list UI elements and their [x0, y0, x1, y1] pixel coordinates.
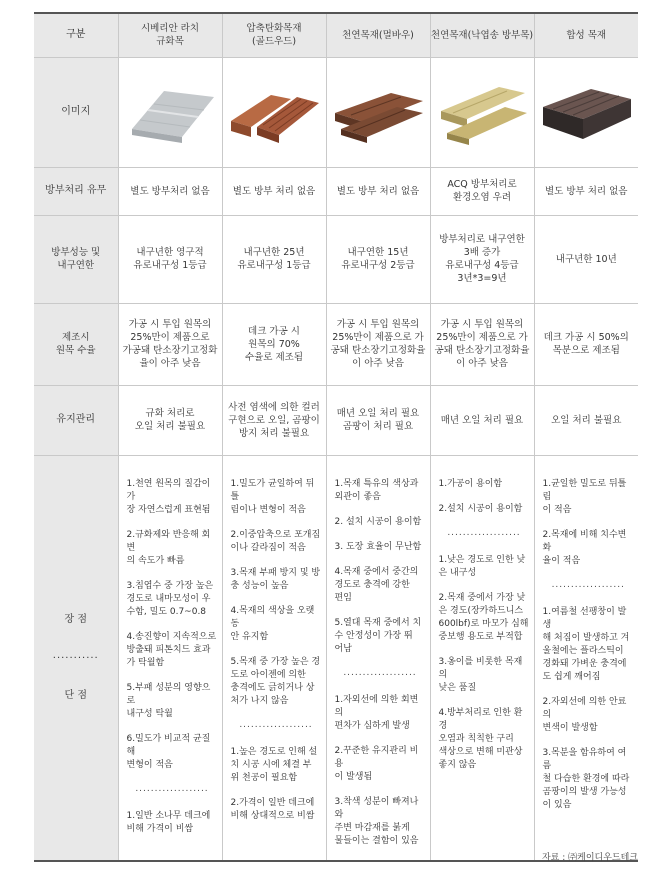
pros-cons-cell-5	[534, 455, 638, 861]
cons-item: 2.자외선에 의한 안료의 변색이 발생함	[542, 696, 627, 733]
treatment-cell-3: 별도 방부 처리 없음	[326, 167, 430, 215]
header-col-4: 천연목재(낙엽송 방부목)	[430, 13, 534, 57]
cons-item: 1.일반 소나무 데크에 비해 가격이 비쌈	[126, 810, 211, 834]
manufacturing-row	[34, 303, 638, 385]
pros-cons-separator: ...................	[551, 579, 625, 590]
treatment-cell-2: 별도 방부 처리 없음	[222, 167, 326, 215]
pros-item: 1.밀도가 균일하여 뒤틀 림이나 변형이 적음	[230, 478, 315, 515]
siberian-larch-board-image	[124, 77, 216, 147]
treatment-cell-5: 별도 방부 처리 없음	[534, 167, 638, 215]
durability-cell-4: 방부처리로 내구연한 3배 증가 유로내구성 4등급 3년*3=9년	[430, 215, 534, 303]
pros-cons-divider: ...........	[52, 649, 99, 661]
cons-item: 1.높은 경도로 인해 설 치 시공 시에 체결 부 위 천공이 필요함	[230, 746, 318, 783]
comparison-table	[34, 12, 638, 862]
manufacturing-cell-4: 가공 시 투입 원목의 25%만이 제품으로 가 공돼 탄소장기고정화율 이 아주 낮음	[430, 303, 534, 385]
row-label-image: 이미지	[34, 57, 118, 167]
cons-item: 2.가격이 일반 데크에 비해 상대적으로 비쌈	[230, 797, 315, 821]
cons-item: 2.꾸준한 유지관리 비용 이 발생됨	[334, 745, 419, 782]
manufacturing-cell-5: 데크 가공 시 50%의 목분으로 제조됨	[534, 303, 638, 385]
pros-item: 4.목재의 색상을 오랫동 안 유지함	[230, 605, 315, 642]
durability-cell-5: 내구년한 10년	[534, 215, 638, 303]
pros-item: 3.목재 부패 방지 및 방 충 성능이 높음	[230, 567, 321, 591]
pros-cons-separator: ...................	[135, 783, 209, 794]
header-col-2: 압축탄화목재 (골드우드)	[222, 13, 326, 57]
pros-cons-cell-1	[118, 455, 222, 861]
pros-item: 3.침엽수 중 가장 높은 경도로 내마모성이 우 수함, 밀도 0.7~0.8	[126, 580, 214, 617]
pros-cons-row	[34, 455, 638, 861]
header-col-5: 합성 목재	[534, 13, 638, 57]
cons-item: 3.옹이를 비롯한 목재의 낮은 품질	[438, 656, 523, 693]
row-label-maintenance: 유지관리	[34, 385, 118, 455]
header-col-3: 천연목재(멀바우)	[326, 13, 430, 57]
pros-item: 1.가공이 용이함	[438, 478, 503, 489]
image-cell-5	[534, 57, 638, 167]
pros-item: 2.설치 시공이 용이함	[438, 503, 523, 514]
pros-item: 5.부패 성분의 영향으로 내구성 탁월	[126, 682, 211, 719]
manufacturing-cell-2: 데크 가공 시 원목의 70% 수율로 제조됨	[222, 303, 326, 385]
cons-item: 3.착색 성분이 빠져나와 주변 마감재를 붉게 물들이는 결함이 있음	[334, 796, 419, 846]
durability-cell-2: 내구년한 25년 유로내구성 1등급	[222, 215, 326, 303]
pros-item: 6.밀도가 비교적 균질해 변형이 적음	[126, 733, 211, 770]
cons-item: 1.낮은 경도로 인한 낮 은 내구성	[438, 554, 526, 578]
durability-cell-1: 내구년한 영구적 유로내구성 1등급	[118, 215, 222, 303]
pros-item: 2.목재에 비해 치수변화 율이 적음	[542, 529, 627, 566]
pros-item: 3. 도장 효율이 무난함	[334, 541, 422, 552]
pros-item: 1.목재 특유의 색상과 외관이 좋음	[334, 478, 419, 502]
pros-item: 4.송진향이 지속적으로 방출돼 피톤치드 효과 가 탁월함	[126, 631, 217, 668]
durability-row	[34, 215, 638, 303]
image-cell-3	[326, 57, 430, 167]
image-row	[34, 57, 638, 167]
maintenance-cell-2: 사전 염색에 의한 컬러 구현으로 오일, 곰팡이 방지 처리 불필요	[222, 385, 326, 455]
row-label-pros-cons	[34, 455, 118, 861]
larch-preserved-board-image	[435, 77, 529, 147]
pros-cons-cell-4	[430, 455, 534, 861]
maintenance-cell-1: 규화 처리로 오일 처리 불필요	[118, 385, 222, 455]
pros-item: 5.열대 목재 중에서 치 수 안정성이 가장 뛰 어남	[334, 617, 422, 654]
pros-item: 2.이중압축으로 포개짐 이나 갈라짐이 적음	[230, 529, 321, 553]
pros-cons-separator: ...................	[343, 667, 417, 678]
treatment-cell-4: ACQ 방부처리로 환경오염 우려	[430, 167, 534, 215]
header-row	[34, 13, 638, 57]
pros-item: 2. 설치 시공이 용이함	[334, 516, 422, 527]
manufacturing-cell-1: 가공 시 투입 원목의 25%만이 제품으로 가공돼 탄소장기고정화 율이 아주 낮음	[118, 303, 222, 385]
cons-label: 단 점	[64, 689, 87, 701]
merbau-board-image	[331, 77, 425, 147]
image-cell-1	[118, 57, 222, 167]
cons-item: 1.자외선에 의한 회변의 편차가 심하게 발생	[334, 694, 419, 731]
maintenance-cell-5: 오일 처리 불필요	[534, 385, 638, 455]
durability-cell-3: 내구연한 15년 유로내구성 2등급	[326, 215, 430, 303]
row-label-durability: 방부성능 및 내구연한	[34, 215, 118, 303]
pros-label: 장 점	[64, 613, 87, 625]
manufacturing-cell-3: 가공 시 투입 원목의 25%만이 제품으로 가 공돼 탄소장기고정화율 이 아주 낮음	[326, 303, 430, 385]
pros-item: 2.규화제와 반응해 회변 의 속도가 빠름	[126, 529, 211, 566]
row-label-manufacturing: 제조시 원목 수율	[34, 303, 118, 385]
maintenance-row	[34, 385, 638, 455]
pros-cons-separator: ...................	[239, 719, 313, 730]
source-caption: 자료 : ㈜케이디우드테크	[541, 853, 638, 863]
maintenance-cell-4: 매년 오일 처리 필요	[430, 385, 534, 455]
compressed-carbonized-board-image	[227, 77, 321, 147]
header-col-1: 시베리안 라치 규화목	[118, 13, 222, 57]
image-cell-2	[222, 57, 326, 167]
cons-item: 1.여름철 선팽창이 발생 해 처짐이 발생하고 겨 울철에는 플라스틱이 경화돼 가벼운 충격에 도 쉽게 깨어짐	[542, 606, 630, 682]
treatment-row	[34, 167, 638, 215]
pros-item: 4.목재 중에서 중간의 경도로 충격에 강한 편임	[334, 566, 419, 603]
pros-cons-cell-2	[222, 455, 326, 861]
pros-cons-separator: ...................	[447, 527, 521, 538]
image-cell-4	[430, 57, 534, 167]
pros-item: 1.균일한 밀도로 뒤틀림 이 적음	[542, 478, 627, 515]
maintenance-cell-3: 매년 오일 처리 필요 곰팡이 처리 필요	[326, 385, 430, 455]
cons-item: 4.방부처리로 인한 환경 오염과 칙칙한 구리 색상으로 변해 미관상 좋지 않음	[438, 707, 523, 770]
composite-deck-image	[539, 77, 633, 147]
header-category: 구분	[34, 13, 118, 57]
pros-item: 1.천연 원목의 질감이 가 장 자연스럽게 표현됨	[126, 478, 211, 515]
cons-item: 2.목재 중에서 가장 낮 은 경도(장카하드니스 600lbf)로 마모가 심해 중보행 용도로 부적합	[438, 592, 529, 642]
pros-item: 5.목재 중 가장 높은 경 도로 아이젠에 의한 충격에도 긁히거나 상 처가 나지 않음	[230, 656, 321, 706]
treatment-cell-1: 별도 방부처리 없음	[118, 167, 222, 215]
pros-cons-cell-3	[326, 455, 430, 861]
row-label-treatment: 방부처리 유무	[34, 167, 118, 215]
cons-item: 3.목분을 함유하여 여름 철 다습한 환경에 따라 곰팡이의 발생 가능성 이 있음	[542, 747, 630, 810]
